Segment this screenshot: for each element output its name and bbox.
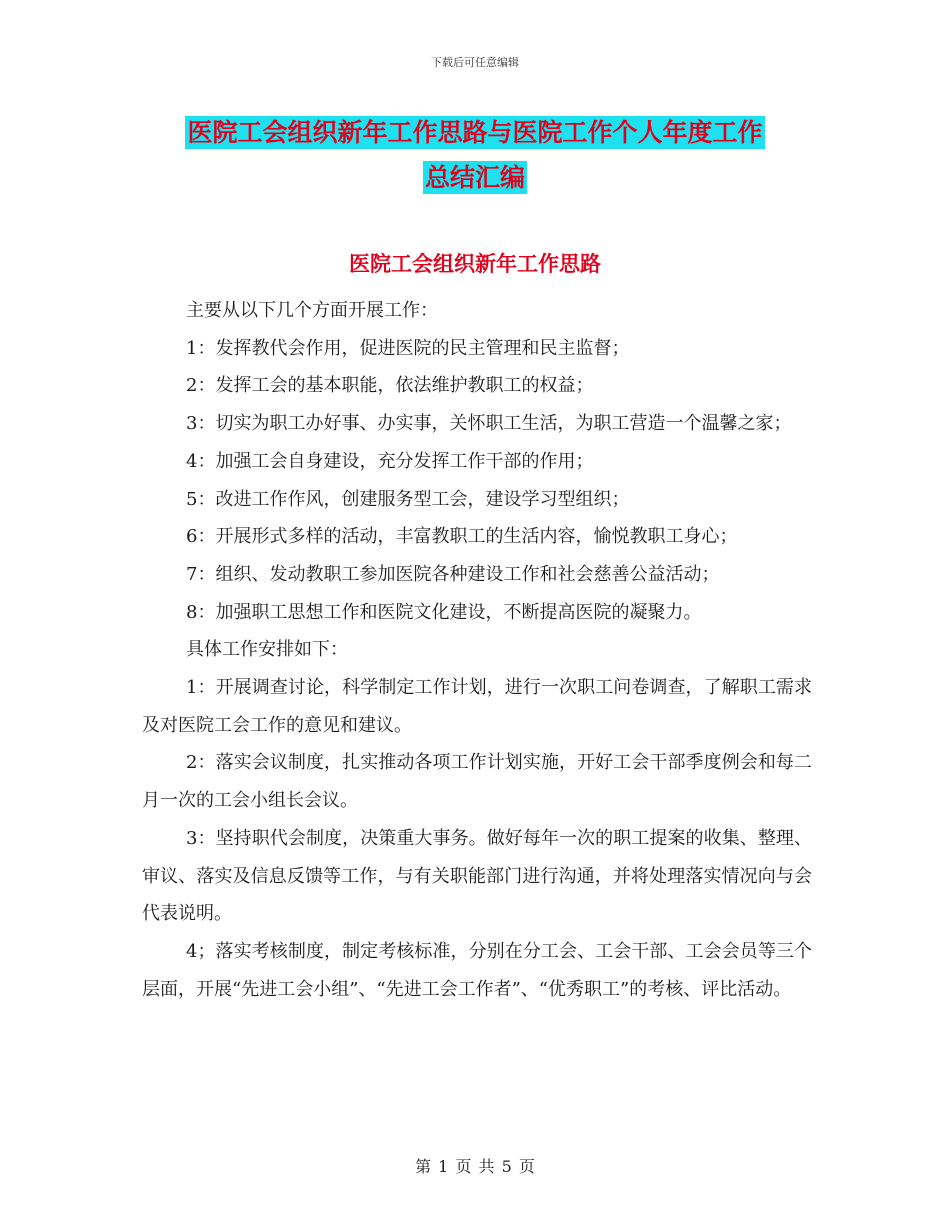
paragraph: 主要从以下几个方面开展工作：	[186, 300, 438, 321]
paragraph: 2：发挥工会的基本职能，依法维护教职工的权益；	[186, 375, 594, 397]
paragraph: 具体工作安排如下：	[186, 639, 348, 661]
paragraph: 5：改进工作作风，创建服务型工会，建设学习型组织；	[186, 488, 630, 510]
paragraph: 1：发挥教代会作用，促进医院的民主管理和民主监督；	[186, 337, 630, 359]
header-note: 下载后可任意编辑	[431, 56, 519, 69]
paragraph: 3：切实为职工办好事、办实事，关怀职工生活，为职工营造一个温馨之家；	[186, 413, 792, 435]
document-title-line-1: 医院工会组织新年工作思路与医院工作个人年度工作	[187, 118, 763, 147]
body-text	[142, 292, 812, 1008]
document-title-line-2: 总结汇编	[424, 163, 525, 192]
section-title: 医院工会组织新年工作思路	[349, 252, 601, 276]
paragraph: 4；落实考核制度，制定考核标准，分别在分工会、工会干部、工会会员等三个层面，开展“先进工会小组”、“先进工会工作者”、“优秀职工”的考核、评比活动。	[142, 940, 812, 1000]
document-title	[0, 110, 950, 200]
paragraph: 7：组织、发动教职工参加医院各种建设工作和社会慈善公益活动；	[186, 563, 720, 585]
paragraph: 1：开展调查讨论，科学制定工作计划，进行一次职工问卷调查，了解职工需求及对医院工会工作的意见和建议。	[142, 677, 812, 736]
page-footer: 第 1 页 共 5 页	[415, 1157, 535, 1176]
paragraph: 6：开展形式多样的活动，丰富教职工的生活内容，愉悦教职工身心；	[186, 526, 738, 548]
paragraph: 3：坚持职代会制度，决策重大事务。做好每年一次的职工提案的收集、整理、审议、落实及信息反馈等工作，与有关职能部门进行沟通，并将处理落实情况向与会代表说明。	[142, 827, 812, 925]
paragraph: 8：加强职工思想工作和医院文化建设，不断提高医院的凝聚力。	[186, 601, 702, 623]
paragraph: 2：落实会议制度，扎实推动各项工作计划实施，开好工会干部季度例会和每二月一次的工会小组长会议。	[142, 752, 812, 812]
paragraph: 4：加强工会自身建设，充分发挥工作干部的作用；	[186, 450, 594, 472]
